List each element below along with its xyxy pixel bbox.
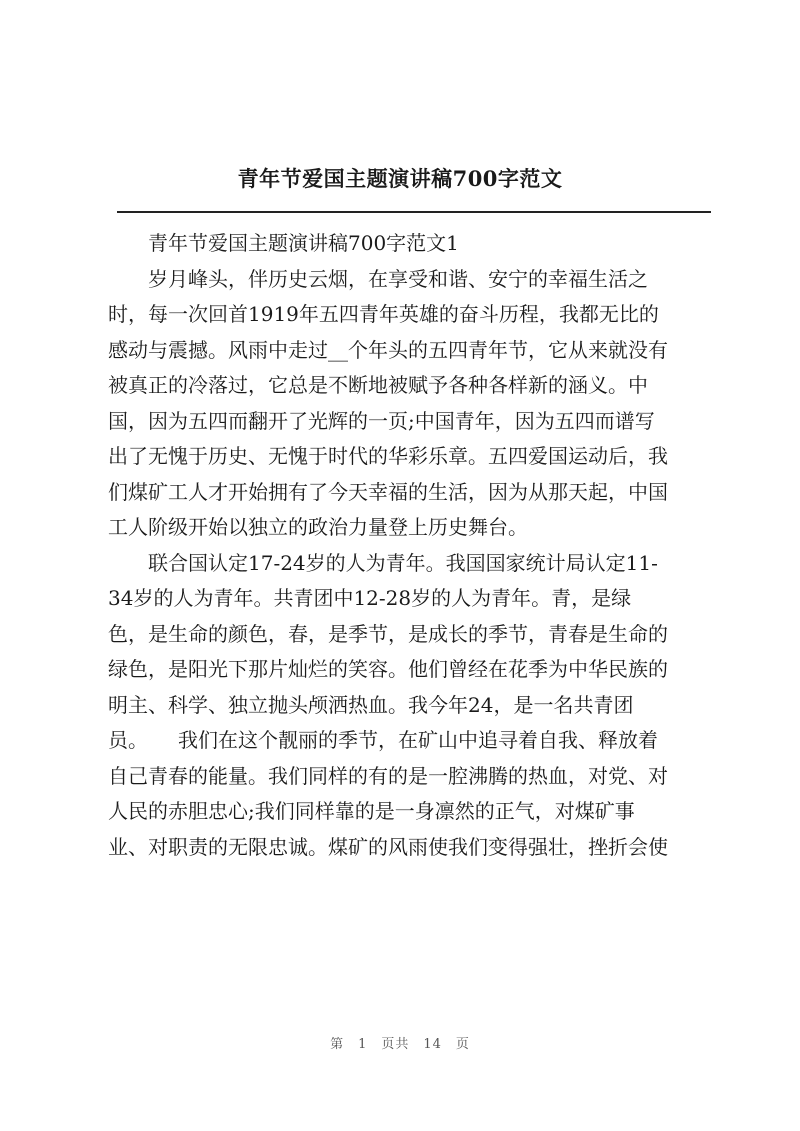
paragraph-1-line: 工人阶级开始以独立的政治力量登上历史舞台。 [108, 515, 528, 539]
page-title: 青年节爱国主题演讲稿700字范文 [237, 166, 563, 191]
paragraph-2-line: 自己青春的能量。我们同样的有的是一腔沸腾的热血，对党、对 [108, 763, 668, 788]
paragraph-1-line: 国，因为五四而翻开了光辉的一页;中国青年，因为五四而谱写 [108, 408, 655, 433]
paragraph-1-line: 岁月峰头，伴历史云烟，在享受和谐、安宁的幸福生活之 [148, 266, 648, 291]
paragraph-1-line: 被真正的冷落过，它总是不断地被赋予各种各样新的涵义。中 [108, 373, 648, 397]
paragraph-2-line: 业、对职责的无限忠诚。煤矿的风雨使我们变得强壮，挫折会使 [108, 834, 668, 859]
paragraph-2-line: 明主、科学、独立抛头颅洒热血。我今年24，是一名共青团 [108, 692, 634, 717]
footer-label-ye: 页 [455, 1037, 470, 1052]
paragraph-2-line: 员。 我们在这个靓丽的季节，在矿山中追寻着自我、释放着 [108, 728, 658, 752]
paragraph-2-line: 绿色，是阳光下那片灿烂的笑容。他们曾经在花季为中华民族的 [108, 657, 668, 681]
page-number: 1 [358, 1037, 368, 1052]
total-pages: 14 [423, 1037, 442, 1052]
paragraph-1-line: 时，每一次回首1919年五四青年英雄的奋斗历程，我都无比的 [108, 302, 659, 326]
footer-label-ye-gong: 页共 [381, 1037, 410, 1052]
paragraph-1-line: 们煤矿工人才开始拥有了今天幸福的生活，因为从那天起，中国 [108, 479, 668, 504]
paragraph-2-line: 色，是生命的颜色，春，是季节，是成长的季节，青春是生命的 [108, 621, 668, 646]
paragraph-1-line: 感动与震撼。风雨中走过__个年头的五四青年节，它从来就没有 [108, 337, 668, 362]
subtitle: 青年节爱国主题演讲稿700字范文1 [148, 231, 459, 255]
page-footer [0, 1033, 800, 1052]
paragraph-2-line: 人民的赤胆忠心;我们同样靠的是一身凛然的正气，对煤矿事 [108, 799, 635, 823]
document-body [108, 226, 708, 865]
paragraph-1-line: 出了无愧于历史、无愧于时代的华彩乐章。五四爱国运动后，我 [108, 444, 668, 468]
footer-label-di: 第 [330, 1037, 345, 1052]
paragraph-2-line: 34岁的人为青年。共青团中12-28岁的人为青年。青，是绿 [108, 586, 632, 610]
paragraph-2-line: 联合国认定17-24岁的人为青年。我国国家统计局认定11- [148, 550, 658, 575]
title-divider [117, 211, 711, 213]
